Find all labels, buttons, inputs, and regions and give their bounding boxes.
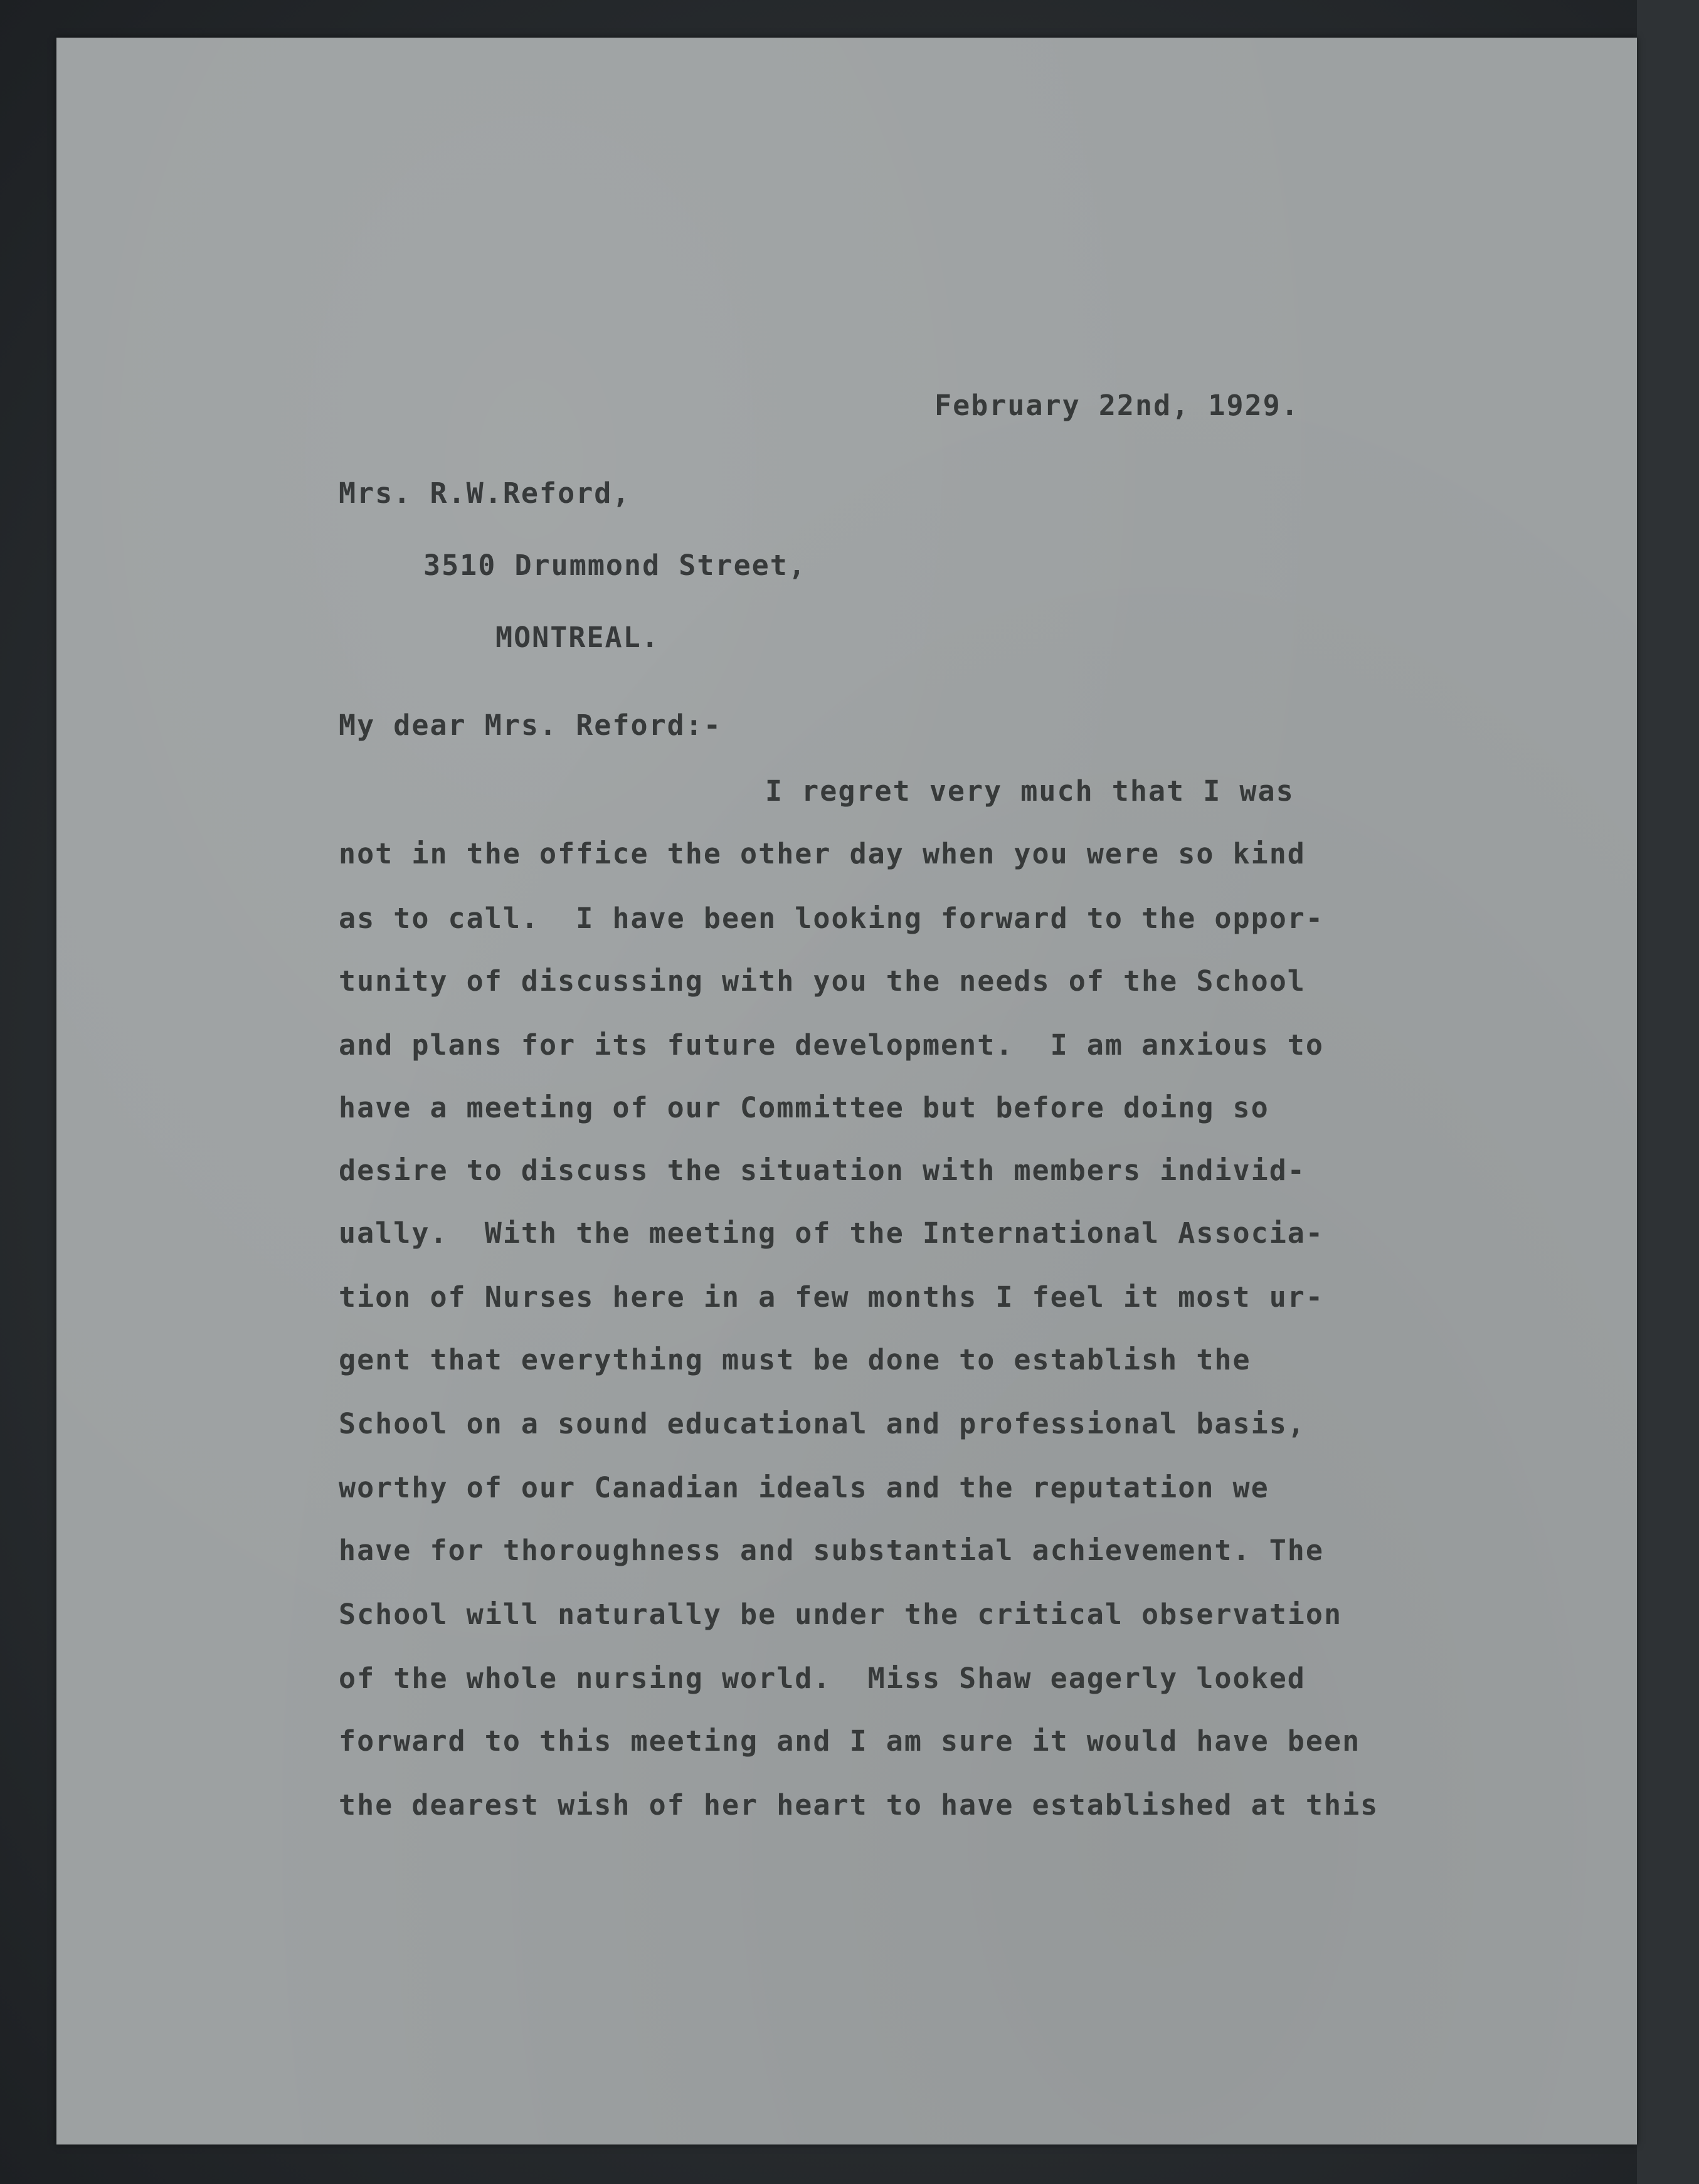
recipient-city: MONTREAL. — [495, 621, 660, 654]
salutation: My dear Mrs. Reford:- — [339, 709, 722, 742]
body-line: School on a sound educational and professional basis, — [339, 1407, 1306, 1440]
body-line: worthy of our Canadian ideals and the reputation we — [339, 1471, 1269, 1504]
body-line: and plans for its future development. I am anxious to — [339, 1028, 1324, 1062]
body-line: ually. With the meeting of the International Associa- — [339, 1216, 1324, 1250]
scan-right-edge — [1637, 0, 1699, 2184]
body-line: gent that everything must be done to establish the — [339, 1343, 1251, 1376]
body-line: desire to discuss the situation with members individ- — [339, 1154, 1306, 1187]
body-line: School will naturally be under the critical observation — [339, 1598, 1343, 1631]
body-line: tunity of discussing with you the needs of the School — [339, 964, 1306, 998]
letter-date: February 22nd, 1929. — [934, 389, 1299, 422]
body-line: of the whole nursing world. Miss Shaw eagerly looked — [339, 1662, 1306, 1695]
letter-page — [56, 38, 1637, 2144]
body-line: not in the office the other day when you were so kind — [339, 837, 1306, 870]
body-line: as to call. I have been looking forward to the oppor- — [339, 902, 1324, 935]
recipient-street: 3510 Drummond Street, — [423, 549, 807, 582]
body-line: tion of Nurses here in a few months I feel it most ur- — [339, 1280, 1324, 1314]
body-line: have a meeting of our Committee but before doing so — [339, 1091, 1269, 1124]
recipient-name: Mrs. R.W.Reford, — [339, 477, 631, 510]
body-line: I regret very much that I was — [765, 774, 1294, 808]
body-line: the dearest wish of her heart to have established at this — [339, 1788, 1379, 1822]
body-line: forward to this meeting and I am sure it would have been — [339, 1724, 1361, 1758]
body-line: have for thoroughness and substantial achievement. The — [339, 1534, 1324, 1567]
